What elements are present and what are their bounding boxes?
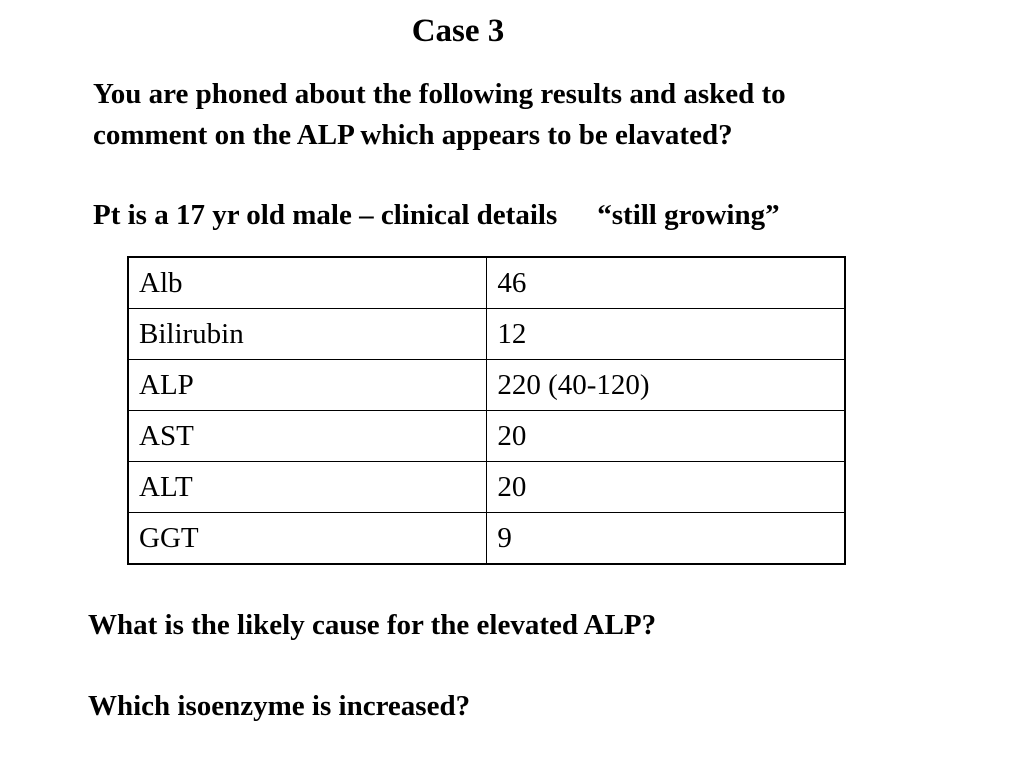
intro-line: You are phoned about the following results and asked to [93, 78, 786, 110]
patient-details [93, 195, 780, 236]
test-value-cell: 220 (40-120) [487, 360, 845, 411]
patient-description: Pt is a 17 yr old male – clinical details [93, 199, 558, 231]
test-value-cell: 12 [487, 309, 845, 360]
clinical-note: “still growing” [597, 199, 780, 231]
test-name-cell: AST [128, 411, 487, 462]
question-isoenzyme: Which isoenzyme is increased? [88, 690, 471, 722]
test-value-cell: 46 [487, 257, 845, 309]
table-row [128, 462, 845, 513]
slide-title: Case 3 [411, 13, 505, 49]
test-value-cell: 20 [487, 411, 845, 462]
test-name-cell: Alb [128, 257, 487, 309]
intro-text [93, 74, 953, 156]
table-row [128, 360, 845, 411]
test-value-cell: 9 [487, 513, 845, 565]
test-name-cell: Bilirubin [128, 309, 487, 360]
table-row [128, 411, 845, 462]
test-name-cell: ALP [128, 360, 487, 411]
table-row [128, 257, 845, 309]
results-table [127, 256, 846, 565]
table-row [128, 309, 845, 360]
intro-line: comment on the ALP which appears to be elavated? [93, 119, 733, 151]
table-row [128, 513, 845, 565]
test-value-cell: 20 [487, 462, 845, 513]
question-cause: What is the likely cause for the elevated ALP? [88, 609, 657, 641]
test-name-cell: ALT [128, 462, 487, 513]
test-name-cell: GGT [128, 513, 487, 565]
